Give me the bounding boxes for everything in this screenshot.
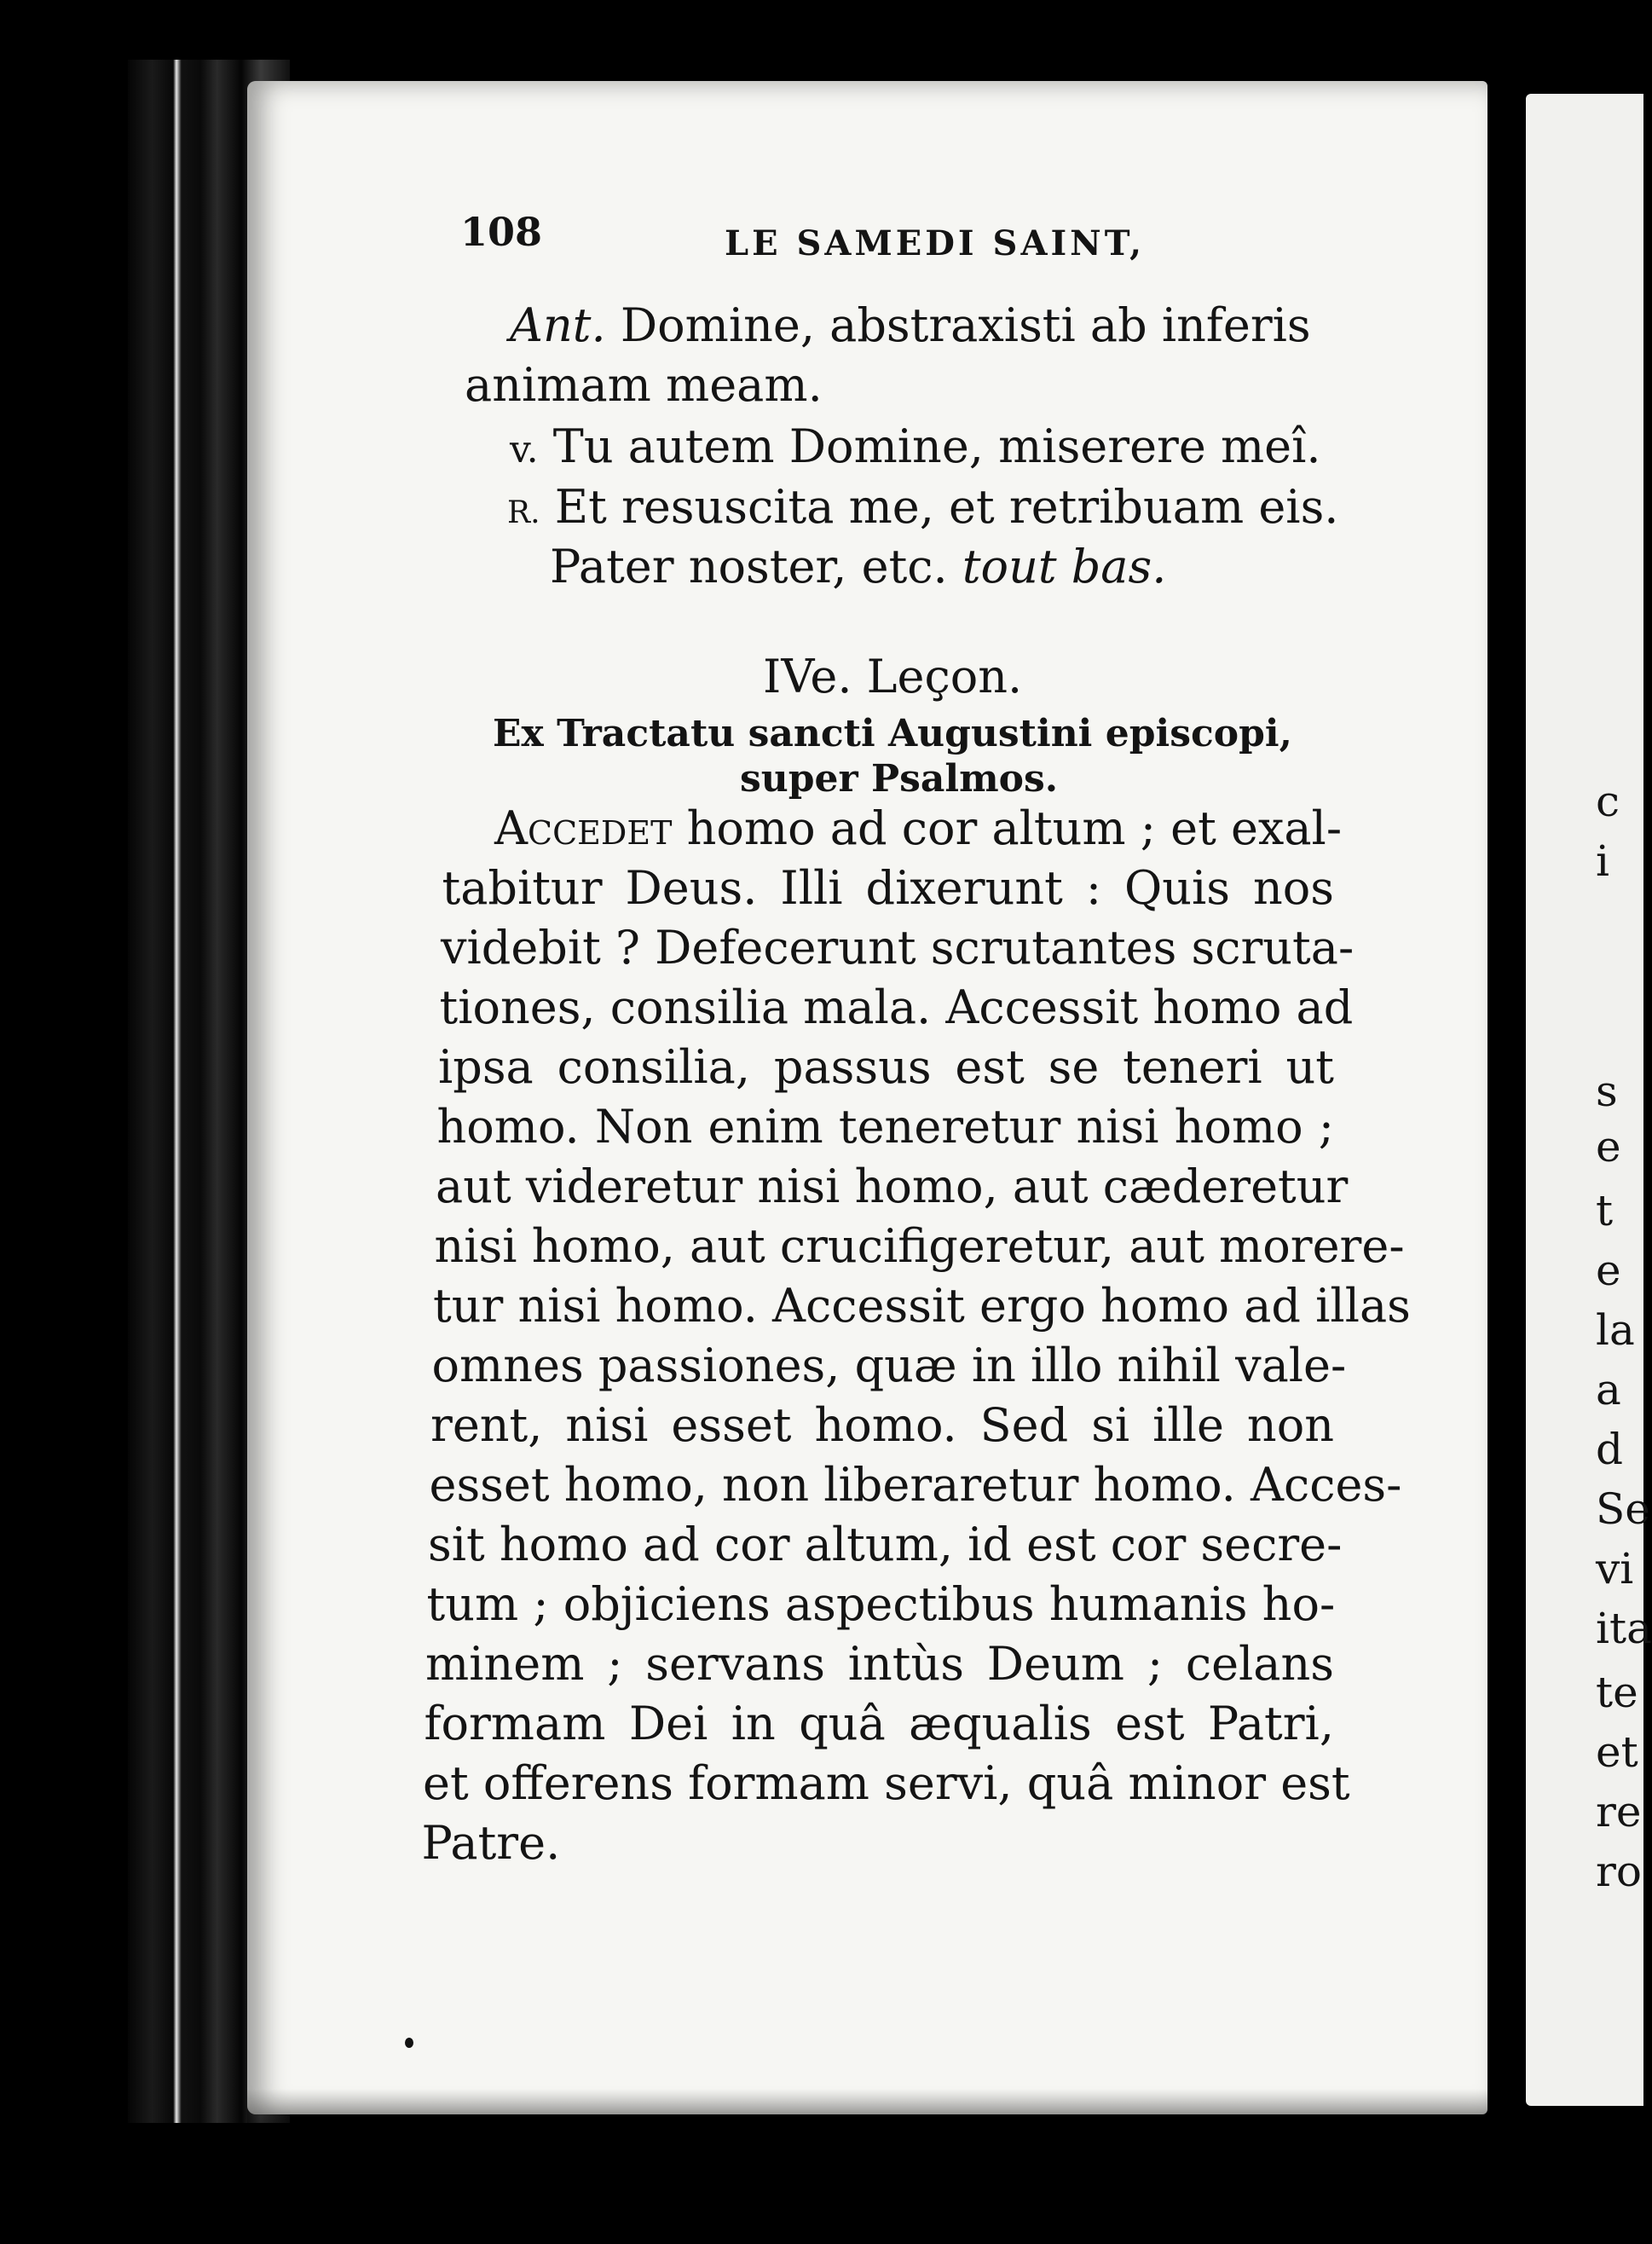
antiphon-label: Ant.	[510, 298, 606, 352]
lesson-line: omnes passiones, quæ in illo nihil vale-	[431, 1339, 1347, 1392]
lesson-line: sit homo ad cor altum, id est cor secre-	[428, 1518, 1343, 1571]
pater-noster-rubric: tout bas.	[962, 540, 1167, 593]
facing-page-fragment: c	[1596, 777, 1620, 826]
versicle-text: Tu autem Domine, miserere meî.	[552, 419, 1321, 473]
lesson-source-line-2: super Psalmos.	[740, 757, 1059, 801]
lesson-line: aut videretur nisi homo, aut cæderetur	[436, 1160, 1349, 1213]
lesson-line: et offerens formam servi, quâ minor est	[423, 1756, 1350, 1810]
antiphon-text-1: Domine, abstraxisti ab inferis	[620, 298, 1311, 352]
lesson-line: tum ; objiciens aspectibus humanis ho-	[426, 1577, 1336, 1631]
lesson-line	[494, 801, 1343, 855]
lesson-line: ipsa consilia, passus est se teneri ut	[438, 1040, 1334, 1094]
versicle-line	[510, 419, 1321, 473]
lesson-line-text: homo ad cor altum ; et exal-	[672, 801, 1343, 855]
facing-page-fragment: t	[1596, 1186, 1614, 1235]
lesson-first-word: Accedet	[494, 801, 673, 855]
lesson-line: formam Dei in quâ æqualis est Patri,	[424, 1697, 1334, 1750]
facing-page-fragment: e	[1596, 1246, 1621, 1295]
lesson-line: homo. Non enim teneretur nisi homo ;	[436, 1100, 1334, 1154]
facing-page-fragment: la	[1596, 1305, 1635, 1355]
facing-page-fragment: et	[1596, 1727, 1638, 1777]
facing-page-fragment: Se	[1596, 1484, 1650, 1534]
facing-page-fragment: i	[1596, 836, 1609, 886]
versicle-label: v.	[510, 428, 539, 471]
response-text: Et resuscita me, et retribuam eis.	[554, 480, 1339, 534]
lesson-line: nisi homo, aut crucifigeretur, aut morere-	[434, 1219, 1405, 1273]
lesson-line: tiones, consilia mala. Accessit homo ad	[439, 980, 1354, 1034]
lesson-line: videbit ? Defecerunt scrutantes scruta-	[441, 921, 1355, 975]
running-title: LE SAMEDI SAINT,	[725, 223, 1146, 263]
page-number: 108	[460, 209, 543, 255]
facing-page-fragment: ro	[1596, 1847, 1643, 1896]
antiphon-line-2: animam meam.	[465, 358, 823, 412]
facing-page-fragment: ita	[1596, 1604, 1652, 1653]
lesson-line: Patre.	[421, 1816, 561, 1870]
lesson-line: tabitur Deus. Illi dixerunt : Quis nos	[442, 861, 1334, 915]
facing-page-fragment: re	[1596, 1787, 1642, 1836]
response-label: R.	[507, 495, 540, 530]
lesson-line: tur nisi homo. Accessit ergo homo ad illas	[433, 1279, 1411, 1333]
pater-noster-line	[550, 540, 1167, 593]
facing-page-fragment: d	[1596, 1425, 1624, 1474]
pater-noster-text: Pater noster, etc.	[550, 540, 948, 593]
lesson-line: esset homo, non liberaretur homo. Acces-	[429, 1458, 1402, 1512]
facing-page-fragment: vi	[1596, 1544, 1634, 1593]
lesson-source-line-1: Ex Tractatu sancti Augustini episcopi,	[493, 712, 1292, 755]
antiphon-line-1	[510, 298, 1311, 352]
ink-speck	[405, 2038, 413, 2048]
facing-page-fragment: s	[1596, 1067, 1618, 1116]
facing-page-fragment: a	[1596, 1365, 1621, 1414]
lesson-line: minem ; servans intùs Deum ; celans	[425, 1637, 1334, 1691]
facing-page-fragment: e	[1596, 1122, 1621, 1171]
lesson-line: rent, nisi esset homo. Sed si ille non	[430, 1398, 1334, 1452]
response-line	[507, 480, 1339, 534]
page-shadow	[247, 2089, 1487, 2123]
facing-page-fragment: te	[1596, 1668, 1638, 1717]
lesson-title: IVe. Leçon.	[763, 650, 1023, 703]
